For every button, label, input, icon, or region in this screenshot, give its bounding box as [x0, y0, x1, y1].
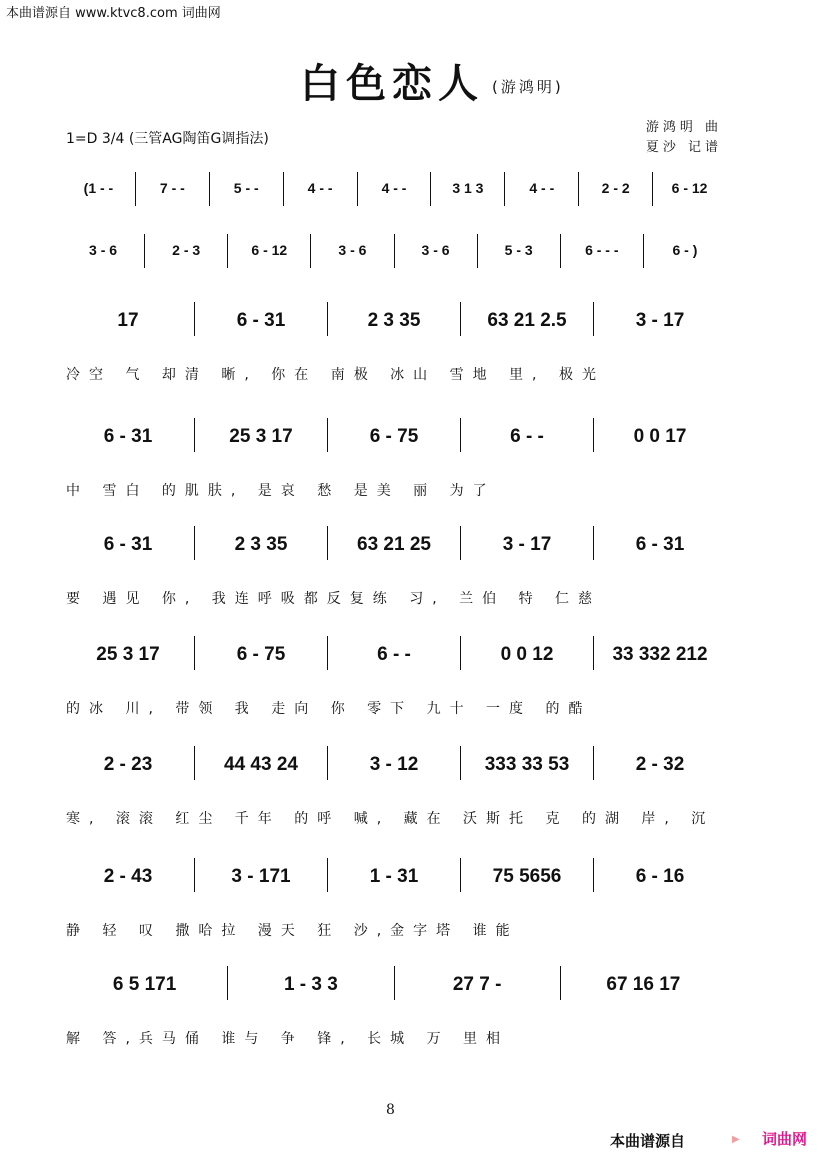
composer-credit: 游鸿明 曲: [645, 120, 722, 135]
key-signature: 1=D 3/4 (三管AG陶笛G调指法): [66, 131, 269, 147]
measure: 7 - -: [136, 172, 210, 206]
lyric-line: 的冰 川, 带领 我 走向 你 零下 九十 一度 的酷: [66, 701, 592, 717]
notation-row: [62, 746, 726, 780]
measure: 6 - 16: [635, 866, 685, 887]
measure: 63 21 2.5: [461, 302, 594, 336]
measure: 4 - -: [505, 172, 579, 206]
lyric-line: 冷空 气 却清 晰, 你在 南极 冰山 雪地 里, 极光: [66, 367, 605, 383]
footer-brand: 词曲网: [762, 1130, 808, 1148]
measure: 6 - -: [328, 636, 461, 670]
notation-row: [62, 302, 726, 336]
measure: 3 - 6: [311, 234, 394, 268]
measure: 6 - 12: [671, 180, 708, 196]
notation-row: [62, 172, 726, 206]
lyric-line: 静 轻 叹 撒哈拉 漫天 狂 沙,金字塔 谁能: [66, 923, 519, 939]
credits: [646, 118, 722, 158]
measure: 33 332 212: [612, 644, 708, 665]
measure: 4 - -: [284, 172, 358, 206]
measure: 3 - 17: [635, 310, 685, 331]
measure: 6 - - -: [561, 234, 644, 268]
measure: 3 - 6: [395, 234, 478, 268]
song-subtitle: (游鸿明): [492, 78, 564, 96]
measure: 6 - 12: [228, 234, 311, 268]
measure: 6 - 75: [328, 418, 461, 452]
measure: 27 7 -: [395, 966, 561, 1000]
measure: 17: [62, 302, 195, 336]
measure: 2 - 23: [62, 746, 195, 780]
page-number: 8: [386, 1102, 395, 1118]
measure: 6 - 31: [62, 526, 195, 560]
song-title: 白色恋人: [300, 60, 484, 107]
measure: 2 3 35: [195, 526, 328, 560]
measure: 6 - 31: [635, 534, 685, 555]
measure: 1 - 31: [328, 858, 461, 892]
measure: 3 - 12: [328, 746, 461, 780]
measure: 0 0 12: [461, 636, 594, 670]
measure: 6 - -: [461, 418, 594, 452]
measure: 6 5 171: [62, 966, 228, 1000]
measure: 75 5656: [461, 858, 594, 892]
source-line: 本曲谱源自 www.ktvc8.com 词曲网: [6, 6, 221, 21]
measure: 6 - ): [672, 242, 698, 258]
notation-row: [62, 966, 726, 1000]
measure: 2 - 32: [635, 754, 685, 775]
measure: 6 - 31: [195, 302, 328, 336]
notation-row: [62, 234, 726, 268]
notation-row: [62, 858, 726, 892]
measure: 2 - 43: [62, 858, 195, 892]
measure: 5 - 3: [478, 234, 561, 268]
measure: 3 - 17: [461, 526, 594, 560]
measure: (1 - -: [62, 172, 136, 206]
arrow-icon: ▶: [732, 1134, 740, 1145]
measure: 2 - 3: [145, 234, 228, 268]
lyric-line: 要 遇见 你, 我连呼吸都反复练 习, 兰伯 特 仁慈: [66, 591, 602, 607]
measure: 333 33 53: [461, 746, 594, 780]
measure: 6 - 75: [195, 636, 328, 670]
notation-row: [62, 418, 726, 452]
measure: 0 0 17: [633, 426, 687, 447]
footer-source-label: 本曲谱源自: [610, 1132, 686, 1150]
lyric-line: 中 雪白 的肌肤, 是哀 愁 是美 丽 为了: [66, 483, 496, 499]
transcriber-credit: 夏沙 记谱: [645, 140, 722, 155]
measure: 25 3 17: [195, 418, 328, 452]
measure: 63 21 25: [328, 526, 461, 560]
measure: 1 - 3 3: [228, 966, 394, 1000]
measure: 3 - 6: [62, 234, 145, 268]
measure: 2 - 2: [579, 172, 653, 206]
lyric-line: 寒, 滚滚 红尘 千年 的呼 喊, 藏在 沃斯托 克 的湖 岸, 沉: [66, 811, 715, 827]
lyric-line: 解 答,兵马俑 谁与 争 锋, 长城 万 里相: [66, 1031, 510, 1047]
measure: 4 - -: [358, 172, 432, 206]
measure: 6 - 31: [62, 418, 195, 452]
measure: 3 1 3: [431, 172, 505, 206]
measure: 3 - 171: [195, 858, 328, 892]
measure: 5 - -: [210, 172, 284, 206]
notation-row: [62, 526, 726, 560]
measure: 25 3 17: [62, 636, 195, 670]
measure: 44 43 24: [195, 746, 328, 780]
measure: 2 3 35: [328, 302, 461, 336]
notation-row: [62, 636, 726, 670]
measure: 67 16 17: [606, 974, 681, 995]
